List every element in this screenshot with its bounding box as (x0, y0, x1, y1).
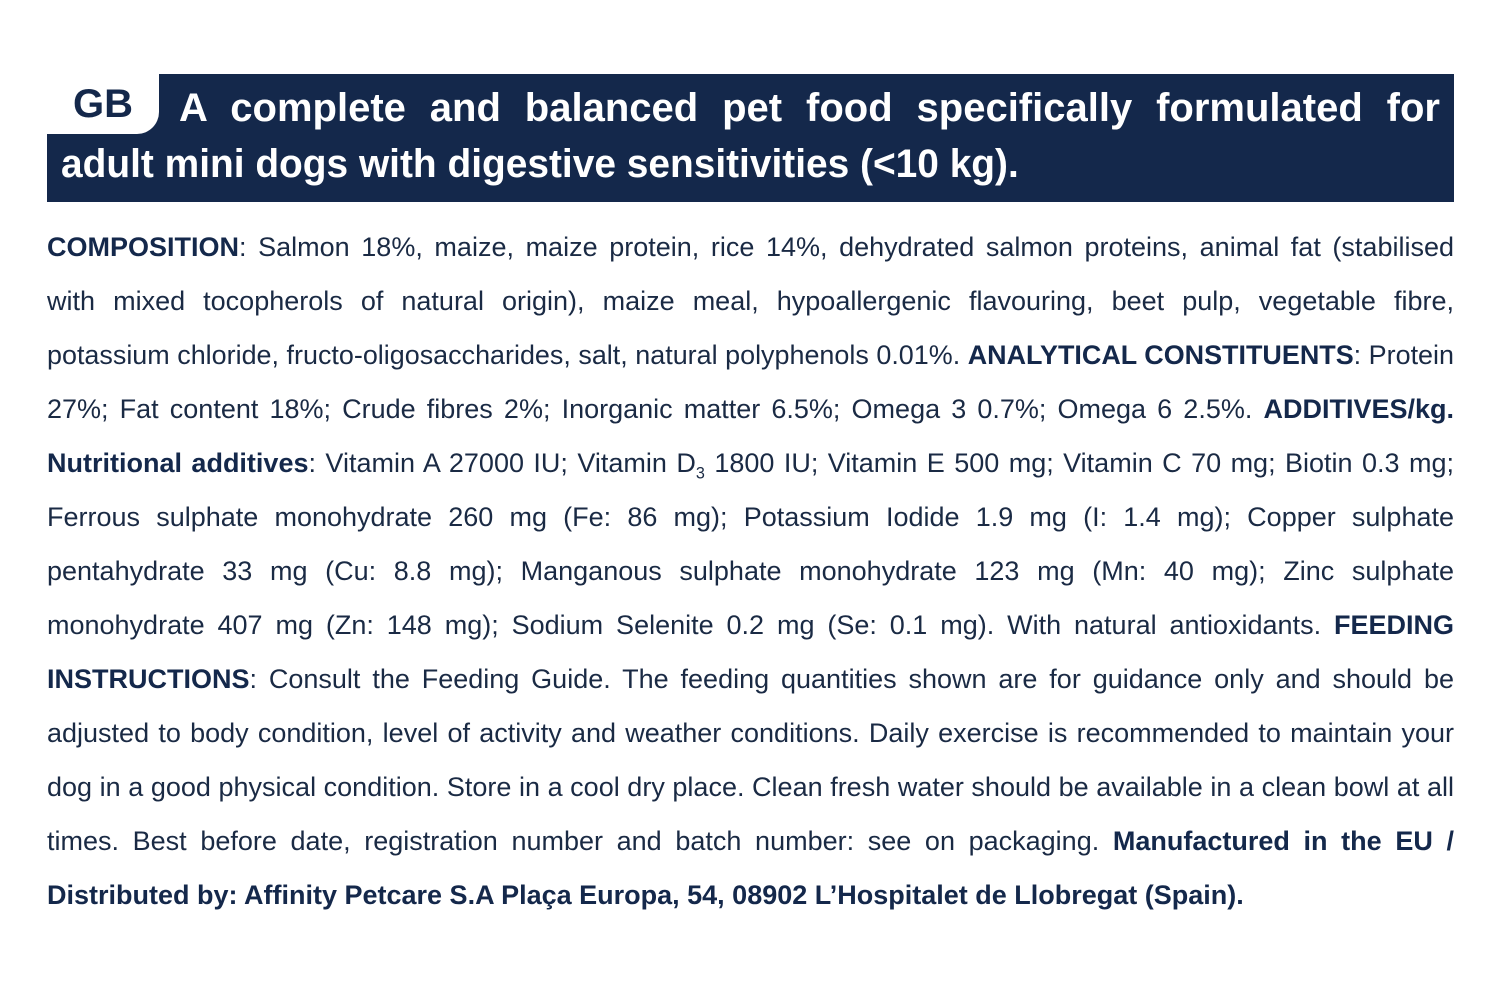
text-line (47, 220, 1454, 274)
header-banner (47, 74, 1454, 202)
feeding-text: : Consult the Feeding Guide. The feeding quantities shown are for guidance only and should be (249, 664, 1454, 694)
feeding-text: times. Best before date, registration number and batch number: see on packaging. (47, 826, 1113, 856)
nutritional-additives-heading: Nutritional additives (47, 448, 309, 478)
feeding-text: dog in a good physical condition. Store in a cool dry place. Clean fresh water should be available in a clean bowl at all (47, 772, 1454, 802)
text-line (47, 706, 1454, 760)
composition-text: potassium chloride, fructo-oligosaccharides, salt, natural polyphenols 0.01%. (47, 340, 968, 370)
label-body-text (47, 220, 1454, 922)
country-badge: GB (47, 74, 159, 134)
text-line (47, 328, 1454, 382)
feeding-heading: FEEDING (1333, 610, 1454, 640)
text-line (47, 436, 1454, 490)
analytical-text: 27%; Fat content 18%; Crude fibres 2%; Inorganic matter 6.5%; Omega 3 0.7%; Omega 6 2.5%. (47, 394, 1264, 424)
manufacturer-text: Manufactured in the EU / (1112, 826, 1454, 856)
feeding-text: adjusted to body condition, level of activity and weather conditions. Daily exercise is recommended to maintain your (47, 718, 1454, 748)
instructions-heading: INSTRUCTIONS (47, 664, 250, 694)
subscript: 3 (695, 464, 705, 483)
text-line (47, 490, 1454, 544)
additives-text: 1800 IU; Vitamin E 500 mg; Vitamin C 70 mg; Biotin 0.3 mg; (704, 448, 1454, 478)
additives-text: Ferrous sulphate monohydrate 260 mg (Fe: 86 mg); Potassium Iodide 1.9 mg (I: 1.4 mg); Copper sulphate (47, 502, 1454, 532)
text-line (47, 598, 1454, 652)
header-title-line-1: A complete and balanced pet food specifically formulated for (179, 86, 1440, 130)
composition-text: with mixed tocopherols of natural origin), maize meal, hypoallergenic flavouring, beet pulp, vegetable fibre, (47, 286, 1454, 316)
composition-text: : Salmon 18%, maize, maize protein, rice 14%, dehydrated salmon proteins, animal fat (stabilised (239, 232, 1454, 262)
composition-heading: COMPOSITION (47, 232, 240, 262)
text-line (47, 544, 1454, 598)
header-title-line-2: adult mini dogs with digestive sensitivities (<10 kg). (61, 142, 1019, 186)
analytical-text: : Protein (1353, 340, 1454, 370)
distributor-text: Distributed by: Affinity Petcare S.A Plaça Europa, 54, 08902 L’Hospitalet de Llobregat (Spain). (47, 880, 1244, 910)
additives-text: monohydrate 407 mg (Zn: 148 mg); Sodium Selenite 0.2 mg (Se: 0.1 mg). With natural antioxidants. (47, 610, 1334, 640)
text-line (47, 814, 1454, 868)
text-line (47, 274, 1454, 328)
additives-heading: ADDITIVES/kg. (1263, 394, 1454, 424)
analytical-constituents-heading: ANALYTICAL CONSTITUENTS (967, 340, 1354, 370)
text-line (47, 382, 1454, 436)
additives-text: : Vitamin A 27000 IU; Vitamin D (308, 448, 696, 478)
additives-text: pentahydrate 33 mg (Cu: 8.8 mg); Manganous sulphate monohydrate 123 mg (Mn: 40 mg); Zinc sulphate (47, 556, 1454, 586)
text-line (47, 868, 1454, 922)
text-line (47, 652, 1454, 706)
text-line (47, 760, 1454, 814)
